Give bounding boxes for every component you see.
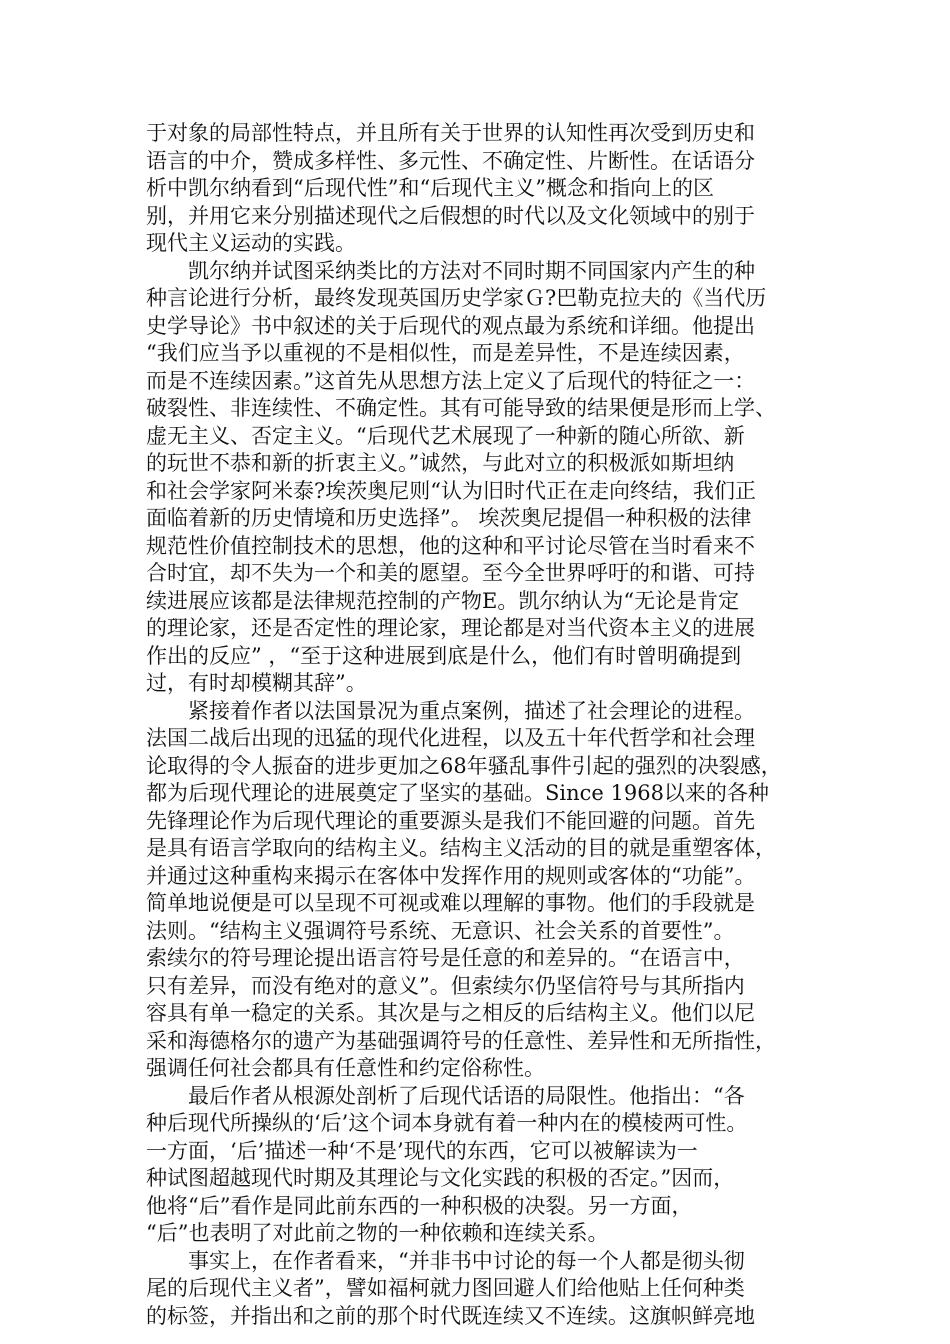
text-line: 和社会学家阿米泰?埃茨奥尼则“认为旧时代正在走向终结，我们正 <box>146 478 756 503</box>
text-line: 先锋理论作为后现代理论的重要源头是我们不能回避的问题。首先 <box>146 808 755 833</box>
text-line: 事实上，在作者看来，“并非书中讨论的每一个人都是彻头彻 <box>146 1248 745 1273</box>
text-line: 的标签，并指出和之前的那个时代既连续又不连续。这旗帜鲜亮地 <box>146 1303 755 1328</box>
paragraph <box>146 698 806 1083</box>
text-line: 面临着新的历史情境和历史选择”。 埃茨奥尼提倡一种积极的法律 <box>146 506 752 530</box>
text-line: 虚无主义、否定主义。“后现代艺术展现了一种新的随心所欲、新 <box>146 423 745 448</box>
text-line: 紧接着作者以法国景况为重点案例，描述了社会理论的进程。 <box>146 698 755 723</box>
text-line: 并通过这种重构来揭示在客体中发挥作用的规则或客体的“功能”。 <box>146 863 756 888</box>
text-line: “我们应当予以重视的不是相似性，而是差异性，不是连续因素， <box>146 341 745 365</box>
text-line: 史学导论》书中叙述的关于后现代的观点最为系统和详细。他提出 <box>146 313 755 338</box>
text-line: 最后作者从根源处剖析了后现代话语的局限性。他指出：“各 <box>146 1083 745 1108</box>
text-line: 索续尔的符号理论提出语言符号是任意的和差异的。“在语言中， <box>146 946 745 970</box>
paragraph <box>146 1248 806 1331</box>
text-line: “后”也表明了对此前之物的一种依赖和连续关系。 <box>146 1221 609 1245</box>
paragraph <box>146 258 806 698</box>
text-line: 续进展应该都是法律规范控制的产物E。凯尔纳认为“无论是肯定 <box>146 588 740 613</box>
text-line: 法国二战后出现的迅猛的现代化进程，以及五十年代哲学和社会理 <box>146 726 755 750</box>
text-line: 语言的中介，赞成多样性、多元性、不确定性、片断性。在话语分 <box>146 148 755 173</box>
text-line: 过，有时却模糊其辞”。 <box>146 671 367 695</box>
text-line: 别，并用它来分别描述现代之后假想的时代以及文化领域中的别于 <box>146 203 755 228</box>
text-line: 凯尔纳并试图采纳类比的方法对不同时期不同国家内产生的种 <box>146 258 755 283</box>
text-line: 容具有单一稳定的关系。其次是与之相反的后结构主义。他们以尼 <box>146 1001 755 1025</box>
text-line: 规范性价值控制技术的思想，他的这种和平讨论尽管在当时看来不 <box>146 533 755 558</box>
text-line: 现代主义运动的实践。 <box>146 231 356 255</box>
text-line: 论取得的令人振奋的进步更加之68年骚乱事件引起的强烈的决裂感， <box>146 753 782 778</box>
text-line: 简单地说便是可以呈现不可视或难以理解的事物。他们的手段就是 <box>146 891 755 915</box>
paragraph <box>146 120 806 258</box>
document-body <box>146 120 806 1330</box>
text-line: 是具有语言学取向的结构主义。结构主义活动的目的就是重塑客体， <box>146 836 776 860</box>
text-line: 一方面，‘后’描述一种‘不是’现代的东西，它可以被解读为一 <box>146 1138 698 1163</box>
text-line: 合时宜，却不失为一个和美的愿望。至今全世界呼吁的和谐、可持 <box>146 561 755 585</box>
text-line: 于对象的局部性特点，并且所有关于世界的认知性再次受到历史和 <box>146 121 755 145</box>
text-line: 强调任何社会都具有任意性和约定俗称性。 <box>146 1056 545 1080</box>
text-line: 析中凯尔纳看到“后现代性”和“后现代主义”概念和指向上的区 <box>146 176 714 200</box>
text-line: 种言论进行分析，最终发现英国历史学家Ｇ?巴勒克拉夫的《当代历 <box>146 286 767 310</box>
text-line: 的理论家，还是否定性的理论家，理论都是对当代资本主义的进展 <box>146 616 755 640</box>
text-line: 作出的反应” ，“至于这种进展到底是什么，他们有时曾明确提到 <box>146 643 742 668</box>
text-line: 破裂性、非连续性、不确定性。其有可能导致的结果便是形而上学、 <box>146 396 776 420</box>
text-line: 都为后现代理论的进展奠定了坚实的基础。Since 1968以来的各种 <box>146 781 769 805</box>
text-line: 而是不连续因素。”这首先从思想方法上定义了后现代的特征之一： <box>146 368 756 393</box>
text-line: 种试图超越现代时期及其理论与文化实践的积极的否定。”因而， <box>146 1166 735 1190</box>
text-line: 采和海德格尔的遗产为基础强调符号的任意性、差异性和无所指性， <box>146 1028 776 1053</box>
text-line: 法则。“结构主义强调符号系统、无意识、社会关系的首要性”。 <box>146 918 735 943</box>
text-line: 只有差异，而没有绝对的意义”。但索续尔仍坚信符号与其所指内 <box>146 973 745 998</box>
paragraph <box>146 1083 806 1248</box>
text-line: 他将“后”看作是同此前东西的一种积极的决裂。另一方面， <box>146 1193 693 1218</box>
text-line: 种后现代所操纵的‘后’这个词本身就有着一种内在的模棱两可性。 <box>146 1111 748 1135</box>
text-line: 的玩世不恭和新的折衷主义。”诚然，与此对立的积极派如斯坦纳 <box>146 451 735 475</box>
text-line: 尾的后现代主义者”，譬如福柯就力图回避人们给他贴上任何种类 <box>146 1276 745 1300</box>
